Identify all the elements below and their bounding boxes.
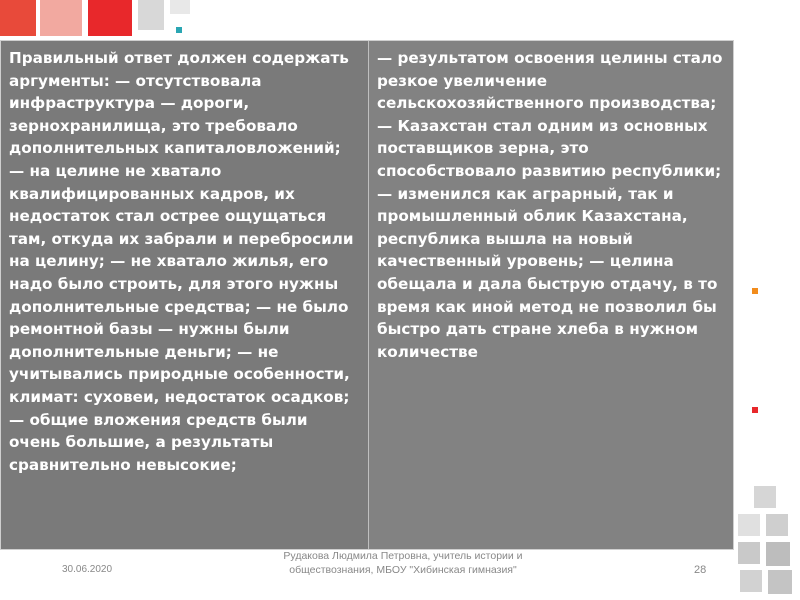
page-number: 28: [694, 564, 707, 576]
deco-square: [754, 486, 776, 508]
orange-bullet: [752, 288, 758, 294]
deco-square: [40, 0, 82, 36]
content-table: [0, 40, 734, 550]
deco-square: [170, 0, 190, 14]
deco-square: [738, 542, 760, 564]
right-column-text: — результатом освоения целины стало резкое увеличение сельскохозяйственного производства; — Казахстан стал одним из основных поставщиков зерна, это способствовало развитию республики; — изменился как аграрный, так и промышленный облик Казахстана, республика вышла на новый качественный уровень; — целина обещала и дала быструю отдачу, в то время как иной метод не позволил бы быстро дать стране хлеба в нужном количестве: [368, 41, 733, 549]
footer-author: Рудакова Людмила Петровна, учитель истории и обществознания, МБОУ "Хибинская гимназия": [283, 550, 523, 576]
deco-square: [88, 0, 132, 36]
deco-square: [766, 514, 788, 536]
left-column-text: Правильный ответ должен содержать аргументы: — отсутствовала инфраструктура — дороги, зернохранилища, это требовало дополнительных капиталовложений; — на целине не хватало квалифицированных кадров, их недостаток стал острее ощущаться там, откуда их забрали и перебросили на целину; — не хватало жилья, его надо было строить, для этого нужны дополнительные средства; — не было ремонтной базы — нужны были дополнительные деньги; — не учитывались природные особенности, климат: суховеи, недостаток осадков; — общие вложения средств были очень большие, а результаты сравнительно невысокие;: [1, 41, 368, 549]
deco-square: [138, 0, 164, 30]
footer-date: 30.06.2020: [62, 564, 113, 575]
teal-bullet: [176, 27, 182, 33]
deco-square: [766, 542, 790, 566]
deco-square: [738, 514, 760, 536]
deco-square: [740, 570, 762, 592]
red-bullet: [752, 407, 758, 413]
deco-square: [768, 570, 792, 594]
deco-square: [0, 0, 36, 36]
